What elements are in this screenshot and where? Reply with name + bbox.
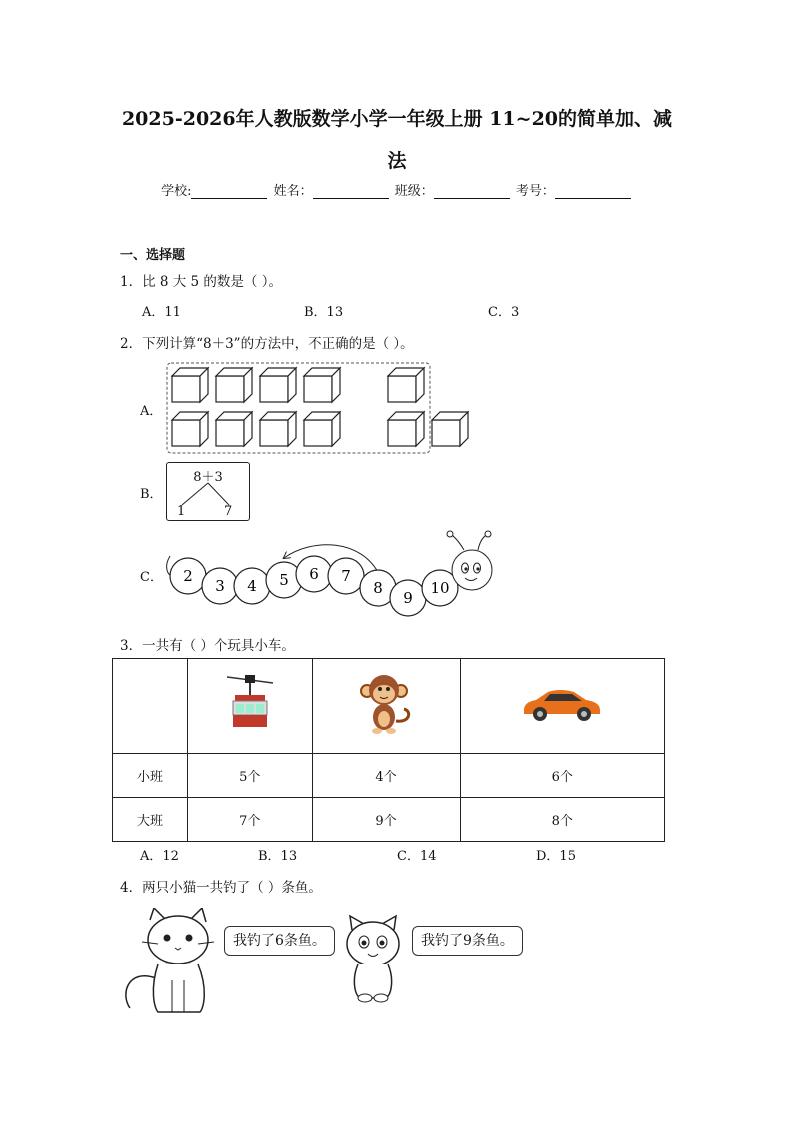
cell: 4个 bbox=[312, 754, 460, 798]
cube-icon bbox=[304, 412, 340, 446]
monkey-icon bbox=[312, 659, 460, 754]
caterpillar-figure bbox=[162, 528, 498, 620]
cat-2-icon bbox=[340, 914, 406, 1006]
title-line-2: 法 bbox=[387, 150, 407, 172]
q1-option-b[interactable]: B．13 bbox=[304, 305, 344, 320]
question-2: 2．下列计算“8＋3”的方法中，不正确的是（ ）。 bbox=[120, 336, 414, 352]
q3-option-d[interactable]: D．15 bbox=[536, 849, 576, 864]
q1-option-c[interactable]: C．3 bbox=[488, 305, 520, 320]
tree-left: 1 bbox=[177, 504, 186, 519]
cube-icon bbox=[304, 368, 340, 402]
table-row bbox=[113, 754, 665, 798]
q2-label-b[interactable]: B． bbox=[140, 487, 163, 502]
cube-icon bbox=[260, 412, 296, 446]
cell: 9个 bbox=[312, 798, 460, 842]
name-label: 姓名： bbox=[273, 184, 313, 199]
cat-2-speech-bubble: 我钓了9条鱼。 bbox=[412, 926, 523, 956]
exam-no-blank[interactable] bbox=[555, 184, 631, 199]
caterpillar-number: 8 bbox=[373, 579, 383, 597]
cell: 8个 bbox=[460, 798, 664, 842]
cube-icon bbox=[388, 368, 424, 402]
student-info bbox=[0, 180, 794, 199]
toy-count-table bbox=[112, 658, 665, 842]
cube-icon bbox=[388, 412, 424, 446]
row-label: 大班 bbox=[113, 798, 188, 842]
toy-car-icon bbox=[460, 659, 664, 754]
class-label: 班级： bbox=[394, 184, 434, 199]
q1-option-a[interactable]: A．11 bbox=[142, 305, 181, 320]
cat-1-speech-bubble: 我钓了6条鱼。 bbox=[224, 926, 335, 956]
caterpillar-number: 5 bbox=[279, 571, 289, 589]
q3-option-a[interactable]: A．12 bbox=[140, 849, 179, 864]
split-tree-box bbox=[166, 462, 250, 521]
cell: 6个 bbox=[460, 754, 664, 798]
table-row bbox=[113, 798, 665, 842]
tree-top: 8＋3 bbox=[193, 470, 223, 485]
cube-icon bbox=[172, 368, 208, 402]
table-header-empty bbox=[113, 659, 188, 754]
cube-icon bbox=[172, 412, 208, 446]
q2-label-a[interactable]: A． bbox=[140, 404, 163, 419]
section-title: 一、选择题 bbox=[120, 248, 186, 263]
name-blank[interactable] bbox=[313, 184, 389, 199]
title-line-1: 2025-2026年人教版数学小学一年级上册 11~20的简单加、减 bbox=[121, 108, 673, 130]
q3-option-b[interactable]: B．13 bbox=[258, 849, 298, 864]
class-blank[interactable] bbox=[434, 184, 510, 199]
exam-no-label: 考号： bbox=[515, 184, 555, 199]
tree-right: 7 bbox=[224, 504, 233, 519]
cable-car-icon bbox=[188, 659, 313, 754]
q2-label-c[interactable]: C． bbox=[140, 570, 163, 585]
cell: 5个 bbox=[188, 754, 313, 798]
caterpillar-number: 4 bbox=[247, 577, 257, 595]
cube-icon bbox=[432, 412, 468, 446]
row-label: 小班 bbox=[113, 754, 188, 798]
cube-icon bbox=[260, 368, 296, 402]
caterpillar-number: 7 bbox=[341, 567, 351, 585]
caterpillar-number: 10 bbox=[430, 579, 450, 597]
question-1: 1．比 8 大 5 的数是（ ）。 bbox=[120, 274, 282, 290]
cube-groups-figure bbox=[160, 358, 480, 458]
question-3: 3．一共有（ ）个玩具小车。 bbox=[120, 638, 295, 654]
cell: 7个 bbox=[188, 798, 313, 842]
cube-icon bbox=[216, 412, 252, 446]
school-blank[interactable] bbox=[191, 184, 267, 199]
school-label: 学校: bbox=[161, 184, 192, 199]
question-4: 4．两只小猫一共钓了（ ）条鱼。 bbox=[120, 880, 322, 896]
cat-1-icon bbox=[120, 908, 220, 1016]
caterpillar-number: 2 bbox=[183, 567, 193, 585]
caterpillar-number: 9 bbox=[403, 589, 413, 607]
cube-icon bbox=[216, 368, 252, 402]
caterpillar-number: 6 bbox=[309, 565, 319, 583]
caterpillar-number: 3 bbox=[215, 577, 225, 595]
q3-option-c[interactable]: C．14 bbox=[397, 849, 437, 864]
